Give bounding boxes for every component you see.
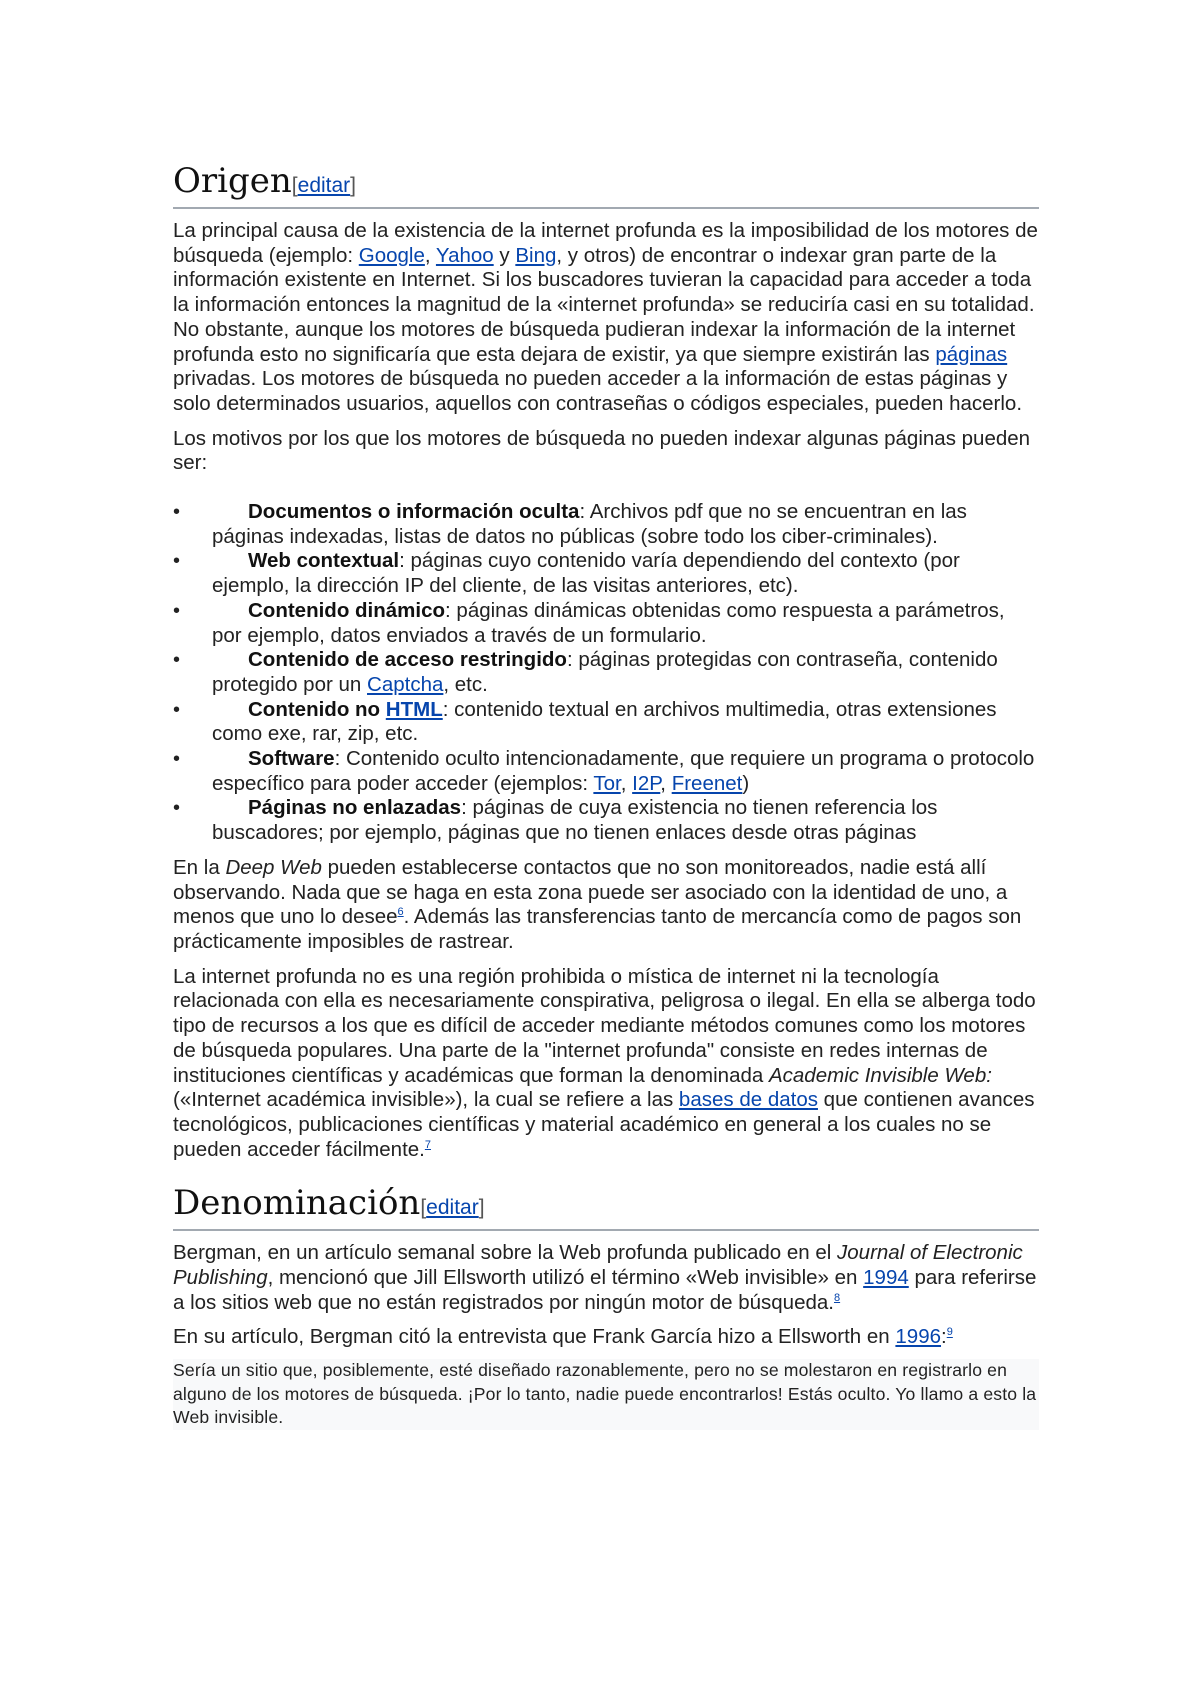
edit-section-link[interactable]: [editar] — [291, 174, 357, 197]
reference-6[interactable]: 6 — [397, 906, 404, 919]
paragraph-denominacion-2: En su artículo, Bergman citó la entrevista que Frank García hizo a Ellsworth en 1996:$^9$ — [173, 1325, 953, 1349]
edit-section-link[interactable]: [editar] — [420, 1196, 485, 1220]
heading-origen — [173, 162, 1039, 209]
link-i2p[interactable]: I2P — [632, 771, 661, 795]
reference-8[interactable]: 8 — [833, 1291, 841, 1304]
blockquote: Sería un sitio que, posiblemente, esté diseñado razonablemente, pero no se molestaron en registrarlo en alguno de los motores de búsqueda. ¡Por lo tanto, nadie puede encontrarlos! Estás oculto. Yo llamo a esto la Web invisible. — [173, 1359, 1039, 1430]
heading-title: Origen — [173, 161, 292, 201]
list-item: • Web contextual: páginas cuyo contenido varía dependiendo del contexto (por ejemplo, la dirección IP del cliente, de las visitas anteriores, etc). — [173, 549, 960, 598]
bullet-icon: • — [173, 501, 181, 524]
link-paginas[interactable]: páginas — [935, 342, 1008, 366]
paragraph-origen-3: En la Deep Web pueden establecerse contactos que no son monitoreados, nadie está allí observando. Nada que se haga en esta zona puede ser asociado con la identidad de uno, a menos que uno lo desee$^6$. Además las transferencias tanto de mercancía como de pagos son prácticamente imposibles de rastrear. — [173, 855, 1022, 953]
article-content — [173, 162, 1039, 1430]
list-item: • Contenido no HTML: contenido textual en archivos multimedia, otras extensiones como exe, rar, zip, etc. — [173, 697, 997, 746]
link-html[interactable]: HTML — [385, 697, 443, 721]
edit-link[interactable]: editar — [426, 1196, 479, 1220]
link-google[interactable]: Google — [358, 243, 425, 267]
heading-title: Denominación — [173, 1183, 421, 1224]
edit-link[interactable]: editar — [297, 174, 351, 197]
link-bases-de-datos[interactable]: bases de datos — [678, 1088, 818, 1112]
bullet-icon: • — [173, 748, 181, 771]
paragraph-origen-4: La internet profunda no es una región prohibida o mística de internet ni la tecnología relacionada con ella es necesariamente conspirativa, peligrosa o ilegal. En ella se alberga todo tipo de recursos a los que es difícil de acceder mediante métodos comunes como los motores de búsqueda populares. Una parte de la "internet profunda" consiste en redes internas de instituciones científicas y académicas que forman la denominada Academic Invisible Web: («Internet académica invisible»), la cual se refiere a las bases de datos que contienen avances tecnológicos, publicaciones científicas y material académico en general a los cuales no se pueden acceder fácilmente.$^7$ — [173, 964, 1036, 1161]
paragraph-origen-2: Los motivos por los que los motores de búsqueda no pueden indexar algunas páginas pueden ser: — [173, 426, 1031, 475]
link-freenet[interactable]: Freenet — [671, 771, 743, 795]
list-item: • Documentos o información oculta: Archivos pdf que no se encuentran en las páginas indexadas, listas de datos no públicas (sobre todo los ciber-criminales). — [173, 500, 967, 548]
list-item: • Contenido de acceso restringido: páginas protegidas con contraseña, contenido protegido por un Captcha, etc. — [173, 648, 998, 696]
paragraph-denominacion-1: Bergman, en un artículo semanal sobre la Web profunda publicado en el Journal of Electronic Publishing, mencionó que Jill Ellsworth utilizó el término «Web invisible» en 1994 para referirse a los sitios web que no están registrados por ningún motor de búsqueda.$^8$ — [173, 1241, 1037, 1314]
link-bing[interactable]: Bing — [515, 243, 557, 267]
reference-7[interactable]: 7 — [424, 1138, 431, 1151]
list-item: • Software: Contenido oculto intencionadamente, que requiere un programa o protocolo específico para poder acceder (ejemplos: Tor, I2P, Freenet) — [173, 747, 1035, 795]
heading-denominacion — [173, 1184, 1039, 1231]
bullet-icon: • — [173, 550, 181, 573]
bullet-icon: • — [173, 599, 181, 622]
bullet-icon: • — [173, 649, 181, 672]
link-1994[interactable]: 1994 — [863, 1266, 909, 1290]
paragraph-origen-1: La principal causa de la existencia de la internet profunda es la imposibilidad de los motores de búsqueda (ejemplo: Google, Yahoo y Bing, y otros) de encontrar o indexar gran parte de la información existente en Internet. Si los buscadores tuvieran la capacidad para acceder a toda la información entonces la magnitud de la «internet profunda» se reduciría casi en su totalidad. No obstante, aunque los motores de búsqueda pudieran indexar la información de la internet profunda esto no significaría que esta dejara de existir, ya que siempre existirán las páginas privadas. Los motores de búsqueda no pueden acceder a la información de estas páginas y solo determinados usuarios, aquellos con contraseñas o códigos especiales, pueden hacerlo. — [173, 219, 1038, 415]
link-captcha[interactable]: Captcha — [367, 672, 444, 696]
bullet-icon: • — [173, 698, 181, 721]
reasons-list — [173, 500, 1039, 846]
link-tor[interactable]: Tor — [593, 771, 621, 795]
list-item: • Contenido dinámico: páginas dinámicas obtenidas como respuesta a parámetros, por ejemplo, datos enviados a través de un formulario. — [173, 598, 1005, 647]
reference-9[interactable]: 9 — [946, 1326, 953, 1339]
link-1996[interactable]: 1996 — [895, 1325, 942, 1349]
bullet-icon: • — [173, 797, 181, 820]
link-yahoo[interactable]: Yahoo — [435, 243, 494, 267]
list-item: • Páginas no enlazadas: páginas de cuya existencia no tienen referencia los buscadores; por ejemplo, páginas que no tienen enlaces desde otras páginas — [173, 796, 938, 845]
